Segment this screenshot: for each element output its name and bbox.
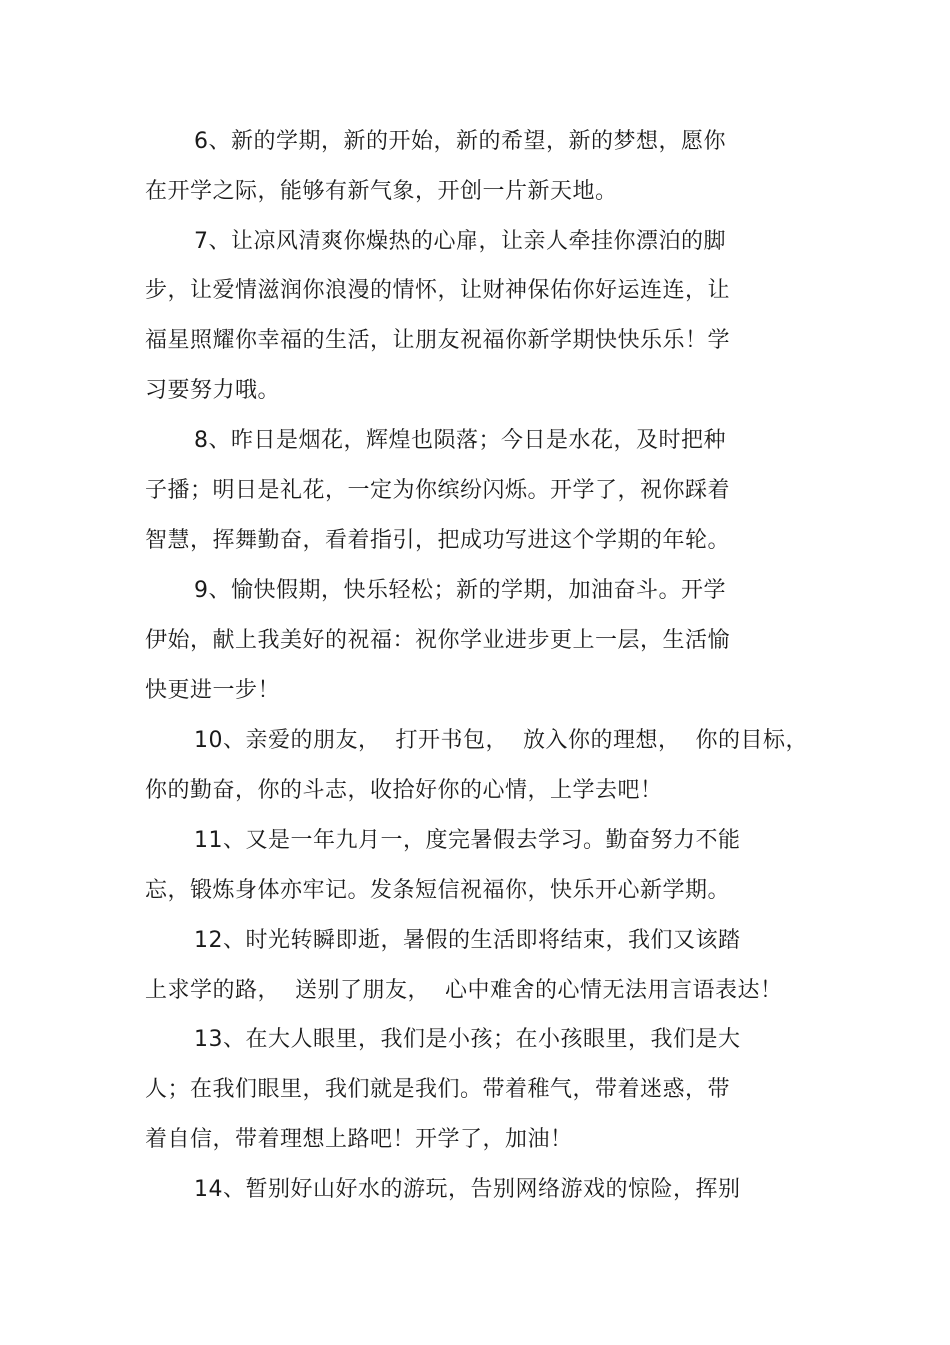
text-line: 13、在大人眼里，我们是小孩；在小孩眼里，我们是大 [194,1027,741,1052]
text-line: 10、亲爱的朋友， 打开书包， 放入你的理想， 你的目标， [194,728,808,753]
text-line: 11、又是一年九月一，度完暑假去学习。勤奋努力不能 [194,828,741,853]
text-line: 快更进一步！ [145,678,281,703]
text-line: 你的勤奋，你的斗志，收拾好你的心情，上学去吧！ [145,778,663,803]
text-line: 7、让凉风清爽你燥热的心扉，让亲人牵挂你漂泊的脚 [194,229,726,254]
text-line: 忘，锻炼身体亦牢记。发条短信祝福你，快乐开心新学期。 [145,878,731,903]
text-line: 8、昨日是烟花，辉煌也陨落；今日是水花，及时把种 [194,428,726,453]
text-line: 着自信，带着理想上路吧！开学了，加油！ [145,1127,573,1152]
text-line: 上求学的路， 送别了朋友， 心中难舍的心情无法用言语表达！ [145,978,783,1003]
text-line: 伊始，献上我美好的祝福：祝你学业进步更上一层，生活愉 [145,628,731,653]
text-line: 子播；明日是礼花，一定为你缤纷闪烁。开学了，祝你踩着 [145,478,731,503]
text-line: 14、暂别好山好水的游玩，告别网络游戏的惊险，挥别 [194,1177,741,1202]
text-line: 步，让爱情滋润你浪漫的情怀，让财神保佑你好运连连，让 [145,278,731,303]
text-line: 智慧，挥舞勤奋，看着指引，把成功写进这个学期的年轮。 [145,528,731,553]
text-line: 福星照耀你幸福的生活，让朋友祝福你新学期快快乐乐！学 [145,328,731,353]
text-line: 9、愉快假期，快乐轻松；新的学期，加油奋斗。开学 [194,578,726,603]
text-line: 6、新的学期，新的开始，新的希望，新的梦想，愿你 [194,129,726,154]
text-line: 在开学之际，能够有新气象，开创一片新天地。 [145,179,618,204]
text-line: 12、时光转瞬即逝，暑假的生活即将结束，我们又该踏 [194,928,741,953]
text-line: 人；在我们眼里，我们就是我们。带着稚气，带着迷惑，带 [145,1077,731,1102]
text-line: 习要努力哦。 [145,378,281,403]
